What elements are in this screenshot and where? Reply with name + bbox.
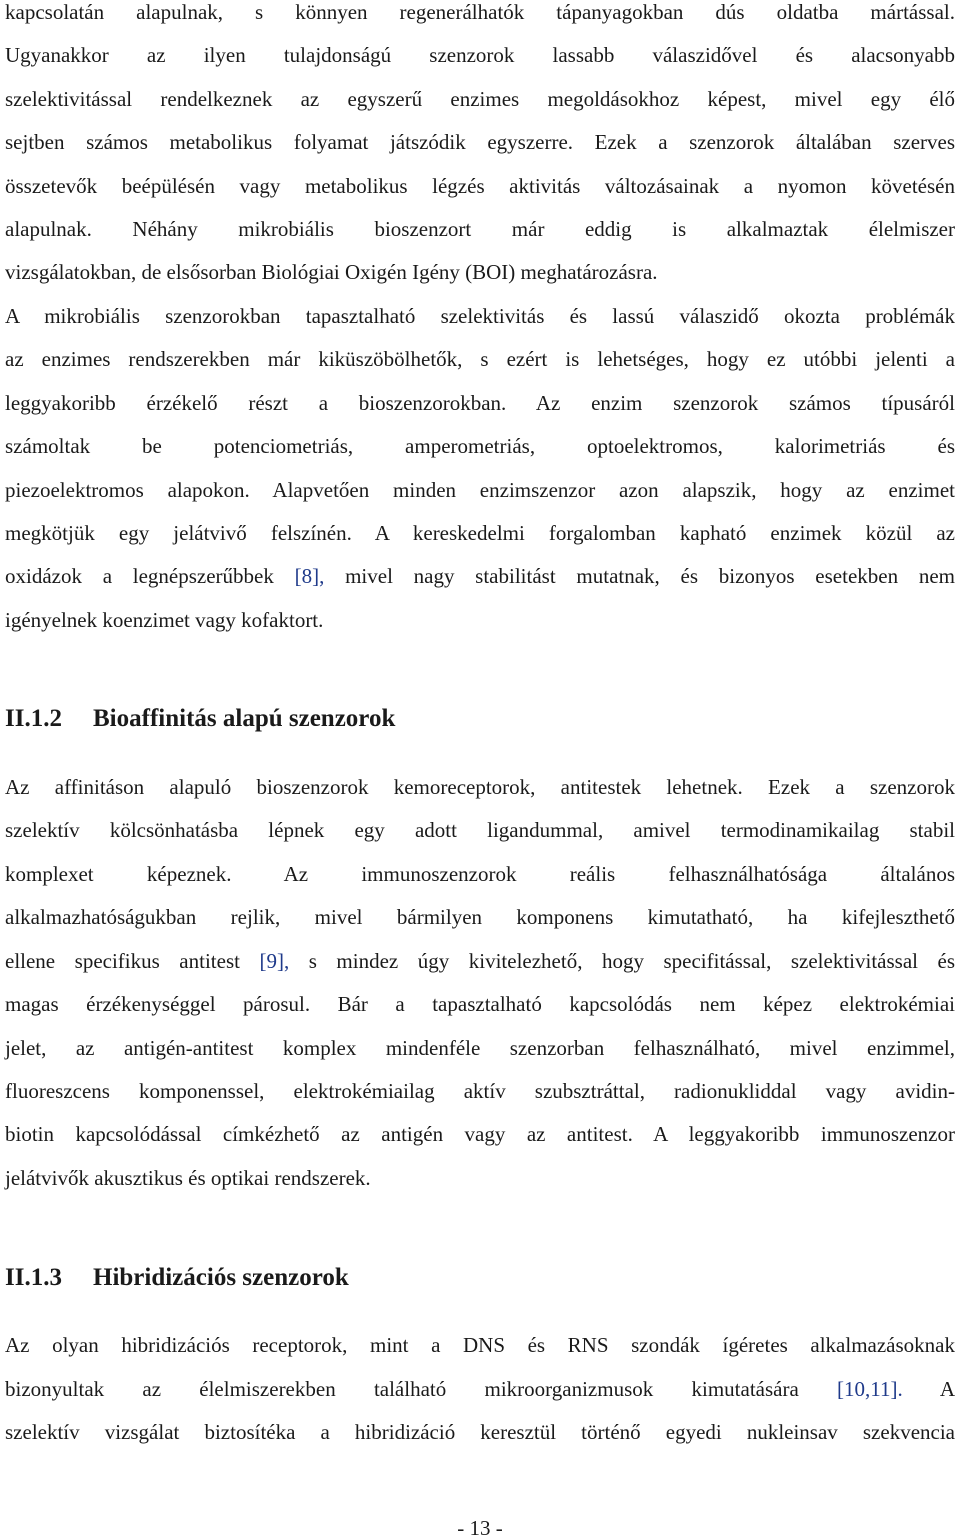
text-segment: ellene specifikus antitest: [5, 949, 260, 973]
section-heading-bioaffinity: [5, 704, 395, 734]
text-line-with-citation: [5, 564, 955, 588]
text-line: számoltak be potenciometriás, amperometriás, optoelektromos, kalorimetriás és: [5, 434, 955, 458]
text-line: komplexet képeznek. Az immunoszenzorok reális felhasználhatósága általános: [5, 862, 955, 886]
text-segment: oxidázok a legnépszerűbbek: [5, 564, 295, 588]
citation-link-10-11[interactable]: [10,11].: [837, 1377, 903, 1401]
text-line: szelektivitással rendelkeznek az egyszerű enzimes megoldásokhoz képest, mivel egy élő: [5, 87, 955, 111]
text-line: magas érzékenységgel párosul. Bár a tapasztalható kapcsolódás nem képez elektrokémiai: [5, 992, 955, 1016]
text-line: kapcsolatán alapulnak, s könnyen regenerálhatók tápanyagokban dús oldatba mártással.: [5, 0, 955, 24]
text-line: A mikrobiális szenzorokban tapasztalható szelektivitás és lassú válaszidő okozta problémák: [5, 304, 955, 328]
text-line: leggyakoribb érzékelő részt a bioszenzorokban. Az enzim szenzorok számos típusáról: [5, 391, 955, 415]
text-line: fluoreszcens komponenssel, elektrokémiailag aktív szubsztráttal, radionukliddal vagy avidin-: [5, 1079, 955, 1103]
text-line: jelátvivők akusztikus és optikai rendszerek.: [5, 1166, 371, 1190]
text-line: Az affinitáson alapuló bioszenzorok kemoreceptorok, antitestek lehetnek. Ezek a szenzorok: [5, 775, 955, 799]
text-line: piezoelektromos alapokon. Alapvetően minden enzimszenzor azon alapszik, hogy az enzimet: [5, 478, 955, 502]
section-heading-hybridization: [5, 1263, 349, 1293]
text-line: szelektív kölcsönhatásba lépnek egy adott ligandummal, amivel termodinamikailag stabil: [5, 818, 955, 842]
text-line-with-citation: [5, 949, 955, 973]
text-segment: s mindez úgy kivitelezhető, hogy specifitással, szelektivitással és: [289, 949, 955, 973]
citation-link-8[interactable]: [8],: [294, 564, 325, 588]
text-line: vizsgálatokban, de elsősorban Biológiai Oxigén Igény (BOI) meghatározásra.: [5, 260, 658, 284]
text-line: megkötjük egy jelátvivő felszínén. A kereskedelmi forgalomban kapható enzimek közül az: [5, 521, 955, 545]
text-segment: A: [902, 1377, 956, 1401]
page-number: - 13 -: [457, 1516, 503, 1540]
text-line: szelektív vizsgálat biztosítéka a hibridizáció keresztül történő egyedi nukleinsav szekvencia: [5, 1420, 955, 1444]
text-segment: bizonyultak az élelmiszerekben található mikroorganizmusok kimutatására: [5, 1377, 838, 1401]
text-line: jelet, az antigén-antitest komplex mindenféle szenzorban felhasználható, mivel enzimmel,: [5, 1036, 955, 1060]
section-number: II.1.2: [5, 705, 62, 732]
section-title: Bioaffinitás alapú szenzorok: [93, 705, 396, 732]
text-line: alapulnak. Néhány mikrobiális bioszenzort már eddig is alkalmaztak élelmiszer: [5, 217, 955, 241]
text-line: az enzimes rendszerekben már kiküszöbölhetők, s ezért is lehetséges, hogy ez utóbbi jelenti a: [5, 347, 955, 371]
text-line: igényelnek koenzimet vagy kofaktort.: [5, 608, 324, 632]
text-line: Ugyanakkor az ilyen tulajdonságú szenzorok lassabb válaszidővel és alacsonyabb: [5, 43, 955, 67]
text-line: sejtben számos metabolikus folyamat játszódik egyszerre. Ezek a szenzorok általában szerves: [5, 130, 955, 154]
section-number: II.1.3: [5, 1264, 62, 1291]
text-line: Az olyan hibridizációs receptorok, mint a DNS és RNS szondák ígéretes alkalmazásoknak: [5, 1333, 955, 1357]
section-title: Hibridizációs szenzorok: [93, 1264, 349, 1291]
text-line-with-citation: [5, 1377, 955, 1401]
citation-link-9[interactable]: [9],: [259, 949, 290, 973]
text-line: összetevők beépülésén vagy metabolikus légzés aktivitás változásainak a nyomon követésén: [5, 174, 955, 198]
text-line: alkalmazhatóságukban rejlik, mivel bármilyen komponens kimutatható, ha kifejleszthető: [5, 905, 955, 929]
text-segment: mivel nagy stabilitást mutatnak, és bizonyos esetekben nem: [324, 564, 955, 588]
text-line: biotin kapcsolódással címkézhető az antigén vagy az antitest. A leggyakoribb immunoszenzor: [5, 1122, 955, 1146]
